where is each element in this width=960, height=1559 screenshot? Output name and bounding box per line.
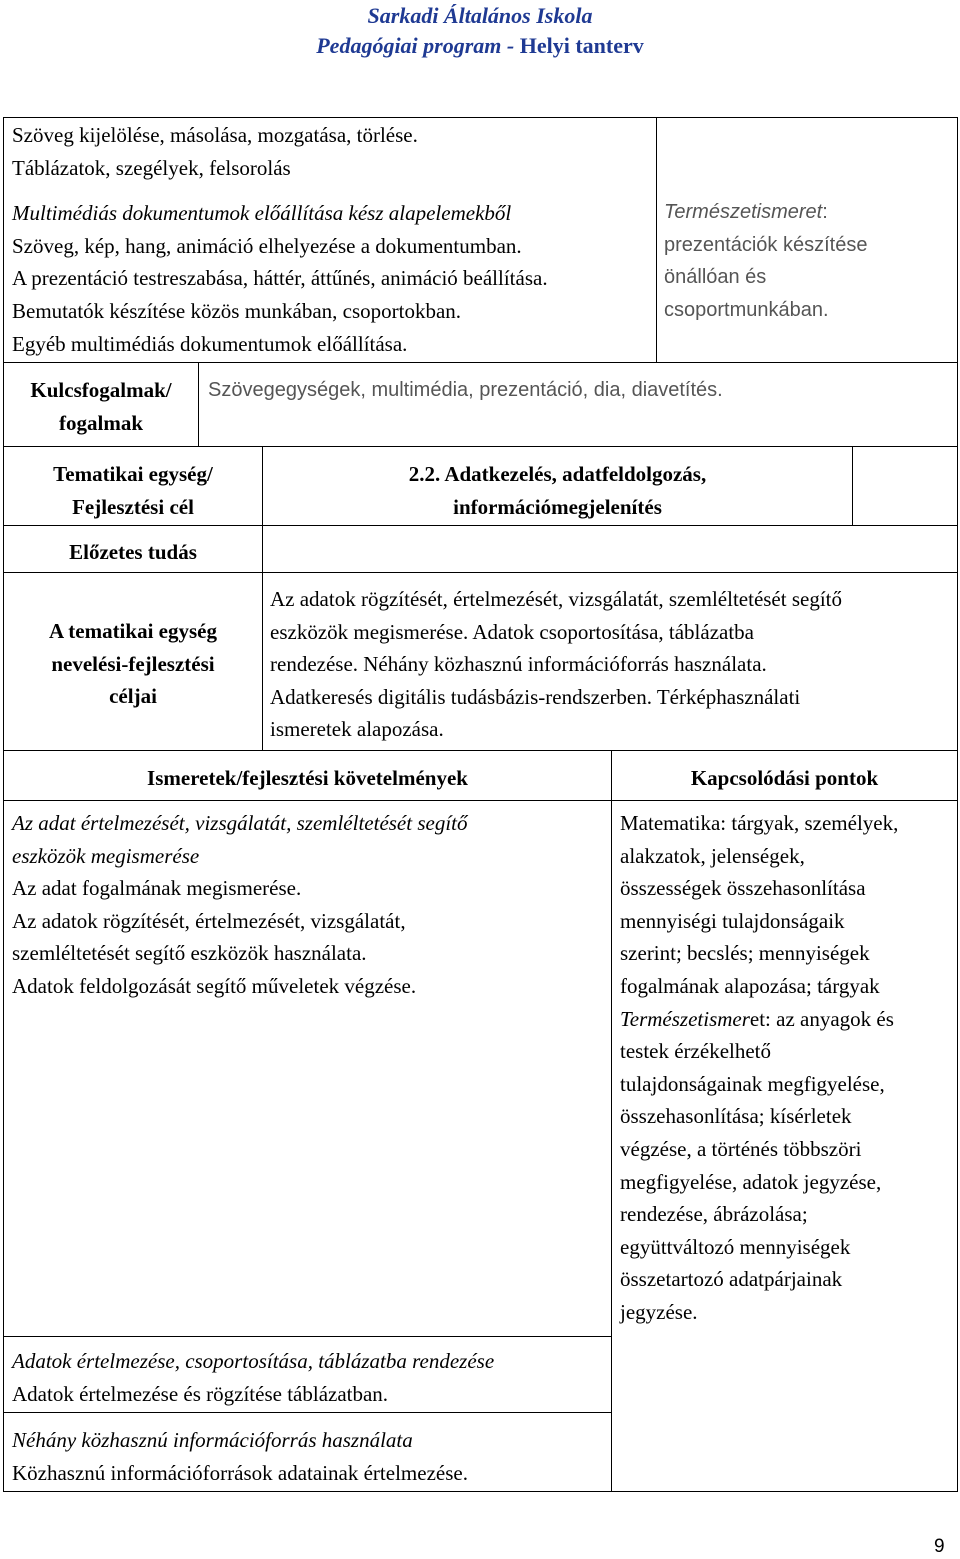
tematika-title-line: 2.2. Adatkezelés, adatfeldolgozás, [408,462,707,486]
kulcs-text: Szövegegységek, multimédia, prezentáció, dia, diavetítés. [208,379,723,401]
table-rule [3,572,957,573]
table-rule [3,525,957,526]
requirement-italic: Néhány közhasznú információforrás használata [12,1428,413,1452]
tematika-label [4,458,262,523]
kulcs-label [4,374,198,439]
connection-line: prezentációk készítése [664,233,868,256]
requirement-line: szemléltetését segítő eszközök használata. [12,941,367,966]
celjai-line: rendezése. Néhány közhasznú információforrás használata. [270,652,767,677]
table-rule [3,117,4,1492]
math-colon: : [720,811,727,835]
requirement-italic: Az adat értelmezését, vizsgálatát, szemléltetését segítő [12,811,468,835]
top-italic-heading: Multimédiás dokumentumok előállítása kész alapelemekből [12,201,512,226]
requirements-block-2 [12,1345,494,1410]
table-rule [3,446,957,447]
requirement-italic: eszközök megismerése [12,843,200,868]
requirements-block-3 [12,1424,468,1489]
connections-text [620,807,898,1329]
connection-line: fogalmának alapozása; tárgyak [620,973,880,998]
page-number: 9 [934,1536,945,1557]
header-school: Sarkadi Általános Iskola [367,3,593,28]
connection-colon: : [822,201,828,223]
math-label: Matematika [620,811,721,835]
connection-line: alakzatok, jelenségek, [620,843,805,868]
requirement-line: Adatok értelmezése és rögzítése táblázatban. [12,1381,389,1406]
top-line: Szöveg kijelölése, másolása, mozgatása, törlése. [12,123,418,147]
table-rule [198,362,199,447]
celjai-line: ismeretek alapozása. [270,717,444,742]
tematika-title [263,458,852,523]
connection-line: együttváltozó mennyiségek [620,1234,851,1259]
top-line: Bemutatók készítése közös munkában, csoportokban. [12,298,462,323]
connection-line: összetartozó adatpárjainak [620,1267,843,1292]
requirements-block-1 [12,807,468,1003]
top-line: A prezentáció testreszabása, háttér, áttűnés, animáció beállítása. [12,266,548,291]
table-rule [611,750,612,1492]
connections-header: Kapcsolódási pontok [690,766,879,790]
connection-subject: Természetismeret [664,201,823,223]
celjai-line: Adatkeresés digitális tudásbázis-rendszerben. Térképhasználati [270,684,801,709]
kulcs-label-line: Kulcsfogalmak/ [30,378,172,402]
table-rule [3,800,957,801]
top-line: Táblázatok, szegélyek, felsorolás [12,155,291,180]
requirement-line: Az adat fogalmának megismerése. [12,876,302,901]
connection-line: önállóan és [664,266,767,289]
kulcs-label-line: fogalmak [59,410,143,435]
top-line: Egyéb multimédiás dokumentumok előállítása. [12,331,408,356]
table-rule [3,750,957,751]
requirement-line: Az adatok rögzítését, értelmezését, vizsgálatát, [12,908,406,933]
math-first: tárgyak, személyek, [726,811,899,835]
table-rule [3,1412,611,1413]
celjai-label-line: nevelési-fejlesztési [51,651,215,676]
table-rule [3,1491,957,1492]
table-rule [3,117,957,118]
top-connection [664,196,867,326]
requirement-line: Adatok feldolgozását segítő műveletek végzése. [12,973,417,998]
connection-line: mennyiségi tulajdonságaik [620,908,845,933]
term-label: Természetismer [620,1006,750,1031]
connection-line: megfigyelése, adatok jegyzése, [620,1169,882,1194]
table-rule [3,1336,611,1337]
connection-line: összehasonlítása; kísérletek [620,1104,852,1129]
header-program-prefix: Pedagógiai program - [316,33,520,58]
celjai-text [270,583,842,746]
table-rule [957,117,958,1492]
table-rule [852,446,853,526]
tematika-label-line: Tematikai egység/ [53,462,213,486]
tematika-label-line: Fejlesztési cél [72,494,194,519]
celjai-label-line: céljai [109,684,157,709]
connection-line: jegyzése. [620,1299,698,1324]
celjai-label [4,615,262,713]
header-program [0,33,960,59]
connection-line: végzése, a történés többszöri [620,1136,862,1161]
term-first: et: az anyagok és [749,1006,894,1031]
celjai-line: eszközök megismerése. Adatok csoportosítása, táblázatba [270,619,755,644]
requirements-header: Ismeretek/fejlesztési követelmények [147,766,468,790]
table-rule [656,117,657,363]
tematika-title-line: információmegjelenítés [453,494,662,519]
requirement-italic: Adatok értelmezése, csoportosítása, táblázatba rendezése [12,1349,495,1373]
requirement-line: Közhasznú információforrások adatainak értelmezése. [12,1460,468,1485]
connection-line: rendezése, ábrázolása; [620,1202,808,1227]
top-content [12,119,548,360]
connection-line: szerint; becslés; mennyiségek [620,941,870,966]
connection-line: csoportmunkában. [664,298,829,321]
celjai-line: Az adatok rögzítését, értelmezését, vizsgálatát, szemléltetését segítő [270,587,843,611]
elozetes-label: Előzetes tudás [69,540,197,564]
top-line: Szöveg, kép, hang, animáció elhelyezése a dokumentumban. [12,233,522,258]
connection-line: összességek összehasonlítása [620,876,866,901]
header-program-suffix: Helyi tanterv [519,33,644,58]
connection-line: testek érzékelhető [620,1039,771,1064]
celjai-label-line: A tematikai egység [49,619,217,643]
table-rule [3,362,957,363]
connection-line: tulajdonságainak megfigyelése, [620,1071,885,1096]
